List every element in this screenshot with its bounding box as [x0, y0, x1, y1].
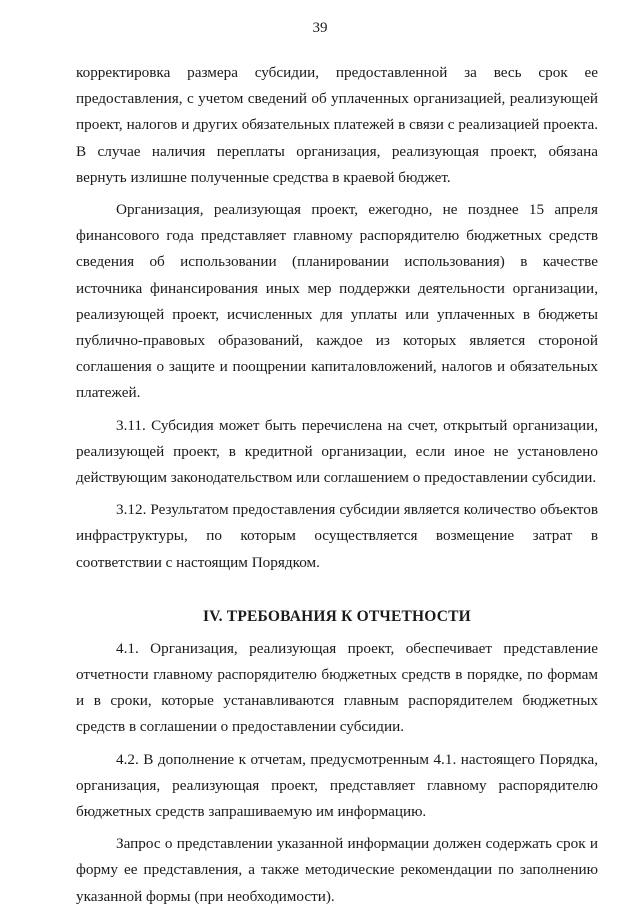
paragraph-annual-report: Организация, реализующая проект, ежегодно, не позднее 15 апреля финансового года представляет главному распорядителю бюджетных средств сведения об использовании (планировании использования) в качестве источника финансирования иных мер поддержки деятельности организации, реализующей проект, исчисленных для уплаты или уплаченных в бюджеты публично-правовых образований, каждое из которых является стороной соглашения о защите и поощрении капиталовложений, налогов и обязательных платежей.	[76, 201, 598, 402]
section-title: IV. ТРЕБОВАНИЯ К ОТЧЕТНОСТИ	[203, 607, 471, 625]
paragraph-continuation: корректировка размера субсидии, предоставленной за весь срок ее предоставления, с учетом сведений об уплаченных организацией, реализующей проект, налогов и других обязательных платежей в связи с реализацией проекта. В случае наличия переплаты организация, реализующая проект, обязана вернуть излишне полученные средства в краевой бюджет.	[76, 64, 598, 186]
paragraph-4-2: 4.2. В дополнение к отчетам, предусмотренным 4.1. настоящего Порядка, организация, реализующая проект, представляет главному распорядителю бюджетных средств запрашиваемую им информацию.	[76, 750, 598, 821]
paragraph-3-11: 3.11. Субсидия может быть перечислена на счет, открытый организации, реализующей проект, в кредитной организации, если иное не установлено действующим законодательством или соглашением о предоставлении субсидии.	[76, 416, 598, 487]
page-number: 39	[312, 20, 328, 36]
paragraph-3-12: 3.12. Результатом предоставления субсидии является количество объектов инфраструктуры, по которым осуществляется возмещение затрат в соответствии с настоящим Порядком.	[76, 501, 598, 571]
paragraph-info-request: Запрос о представлении указанной информации должен содержать срок и форму ее представления, а также методические рекомендации по заполнению указанной формы (при необходимости).	[76, 835, 598, 905]
paragraph-4-1: 4.1. Организация, реализующая проект, обеспечивает представление отчетности главному распорядителю бюджетных средств в порядке, по формам и в сроки, которые устанавливаются главным распорядителем бюджетных средств в соглашении о предоставлении субсидии.	[76, 639, 598, 736]
document-body	[76, 60, 598, 910]
